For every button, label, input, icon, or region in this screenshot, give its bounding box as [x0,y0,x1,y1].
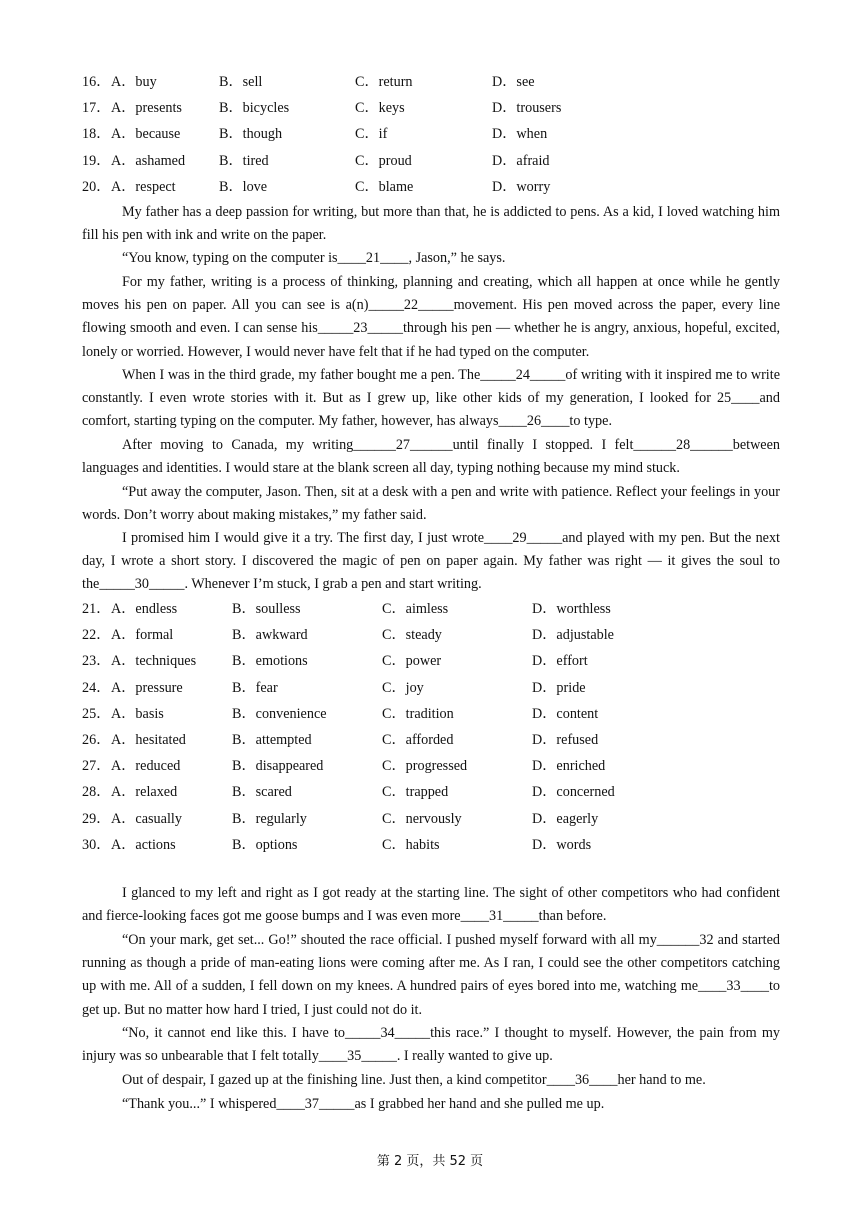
option-d: D．see [492,74,535,90]
option-row [82,596,802,622]
option-b: B．sell [219,74,263,90]
option-a: A．respect [111,178,176,195]
option-d: D．trousers [492,100,562,117]
option-a: A．pressure [111,679,183,696]
option-c: C．return [355,74,413,90]
question-number: 22． [82,627,111,644]
option-a: A．because [111,126,181,143]
option-d: D．concerned [532,784,615,801]
option-c: C．nervously [382,810,462,827]
option-c: C．trapped [382,784,449,801]
options-group-21-30 [82,596,802,858]
option-c: C．steady [382,627,442,644]
passage2-para-1: My father has a deep passion for writing, but more than that, he is addicted to pens. As a kid, I loved watching him fill his pen with ink and write on the paper. [82,204,780,244]
option-row [82,69,802,95]
option-b: B．convenience [232,705,327,722]
option-row [82,727,802,753]
option-a: A．hesitated [111,731,186,748]
question-number: 27． [82,758,111,775]
passage3-para-1: I glanced to my left and right as I got ready at the starting line. The sight of other competitors who had confident and fierce-looking faces got me goose bumps and I was even more____31_____than before. [82,885,780,925]
option-d: D．effort [532,653,588,670]
option-row [82,95,802,121]
option-d: D．eagerly [532,810,599,827]
option-a: A．formal [111,627,174,644]
question-number: 28． [82,784,111,801]
option-b: B．bicycles [219,100,290,117]
passage3-para-4: Out of despair, I gazed up at the finishing line. Just then, a kind competitor____36____her hand to me. [122,1072,706,1088]
passage2-para-4: When I was in the third grade, my father bought me a pen. The_____24_____of writing with it inspired me to write constantly. I even wrote stories with it. But as I grew up, like other kids of my generation, I looked for 25____and comfort, starting typing on the computer. My father, however, has always____26____to type. [82,367,780,430]
passage3-para-5: “Thank you...” I whispered____37_____as I grabbed her hand and she pulled me up. [122,1096,605,1112]
page-footer: 第 2 页，共 52 页 [376,1154,484,1169]
option-a: A．basis [111,705,164,722]
passage2-para-7: I promised him I would give it a try. The first day, I just wrote____29_____and played with my pen. But the next day, I wrote a short story. I discovered the magic of pen on paper again. My father was right — it gives the soul to the_____30_____. Whenever I’m stuck, I grab a pen and start writing. [82,530,780,593]
option-c: C．habits [382,836,440,853]
option-d: D．pride [532,679,586,696]
option-row [82,675,802,701]
option-a: A．reduced [111,758,181,775]
option-a: A．endless [111,601,178,617]
option-b: B．though [219,126,283,143]
option-row [82,174,802,200]
option-a: A．casually [111,810,182,827]
option-d: D．enriched [532,758,606,775]
option-b: B．awkward [232,627,308,644]
option-d: D．when [492,126,548,143]
option-b: B．love [219,178,268,195]
option-c: C．tradition [382,705,454,722]
option-b: B．tired [219,152,269,169]
option-c: C．aimless [382,601,449,617]
option-a: A．relaxed [111,784,178,801]
option-row [82,622,802,648]
option-c: C．if [355,126,388,143]
question-number: 21． [82,601,111,617]
option-c: C．power [382,653,442,670]
question-number: 29． [82,810,111,827]
option-row [82,832,802,858]
option-b: B．disappeared [232,758,324,775]
passage2-para-3: For my father, writing is a process of thinking, planning and creating, which all happen at once while he gently moves his pen on paper. All you can see is a(n)_____22_____movement. His pen moved across the paper, every line flowing smooth and even. I can sense his_____23_____through his pen — whether he is angry, anxious, hopeful, excited, lonely or worried. However, I would never have felt that if he had typed on the computer. [82,274,780,360]
option-row [82,121,802,147]
option-a: A．buy [111,74,157,90]
option-row [82,148,802,174]
question-number: 24． [82,679,111,696]
option-a: A．actions [111,836,176,853]
option-a: A．techniques [111,653,197,670]
option-b: B．scared [232,784,292,801]
option-c: C．progressed [382,758,468,775]
passage3-para-2: “On your mark, get set... Go!” shouted the race official. I pushed myself forward with all my______32 and started running as though a pride of man-eating lions were coming after me. As I ran, I could see the other competitors catching up with me. All of a sudden, I fell down on my knees. A hundred pairs of eyes bored into me, watching me____33____to get up. But no matter how hard I tried, I just could not do it. [82,932,780,1018]
option-row [82,779,802,805]
option-c: C．keys [355,100,405,117]
option-b: B．attempted [232,731,312,748]
option-d: D．afraid [492,152,550,169]
option-d: D．refused [532,731,599,748]
option-c: C．joy [382,679,424,696]
options-group-16-20 [82,69,802,200]
passage3-para-3: “No, it cannot end like this. I have to_____34_____this race.” I thought to myself. However, the pain from my injury was so unbearable that I felt totally____35_____. I really wanted to give up. [82,1025,780,1065]
option-c: C．blame [355,178,414,195]
passage2-para-6: “Put away the computer, Jason. Then, sit at a desk with a pen and write with patience. Reflect your feelings in your words. Don’t worry about making mistakes,” my father said. [82,484,780,524]
option-d: D．adjustable [532,627,614,644]
question-number: 18． [82,126,111,143]
option-b: B．soulless [232,601,301,617]
option-d: D．words [532,836,592,853]
question-number: 23． [82,653,111,670]
option-a: A．ashamed [111,152,186,169]
question-number: 19． [82,152,111,169]
option-c: C．afforded [382,731,454,748]
option-d: D．worry [492,178,551,195]
question-number: 25． [82,705,111,722]
question-number: 20． [82,178,111,195]
option-b: B．emotions [232,653,308,670]
option-row [82,701,802,727]
option-d: D．worthless [532,601,611,617]
question-number: 16． [82,74,111,90]
option-b: B．regularly [232,810,307,827]
question-number: 26． [82,731,111,748]
option-b: B．fear [232,679,278,696]
question-number: 30． [82,836,111,853]
passage2-para-2: “You know, typing on the computer is____21____, Jason,” he says. [122,250,506,266]
passage2-para-5: After moving to Canada, my writing______27______until finally I stopped. I felt______28______between languages and identities. I would stare at the blank screen all day, typing nothing because my mind stuck. [82,437,780,477]
option-row [82,648,802,674]
option-b: B．options [232,836,298,853]
option-row [82,753,802,779]
option-a: A．presents [111,100,182,117]
option-d: D．content [532,705,599,722]
question-number: 17． [82,100,111,117]
option-c: C．proud [355,152,412,169]
option-row [82,806,802,832]
